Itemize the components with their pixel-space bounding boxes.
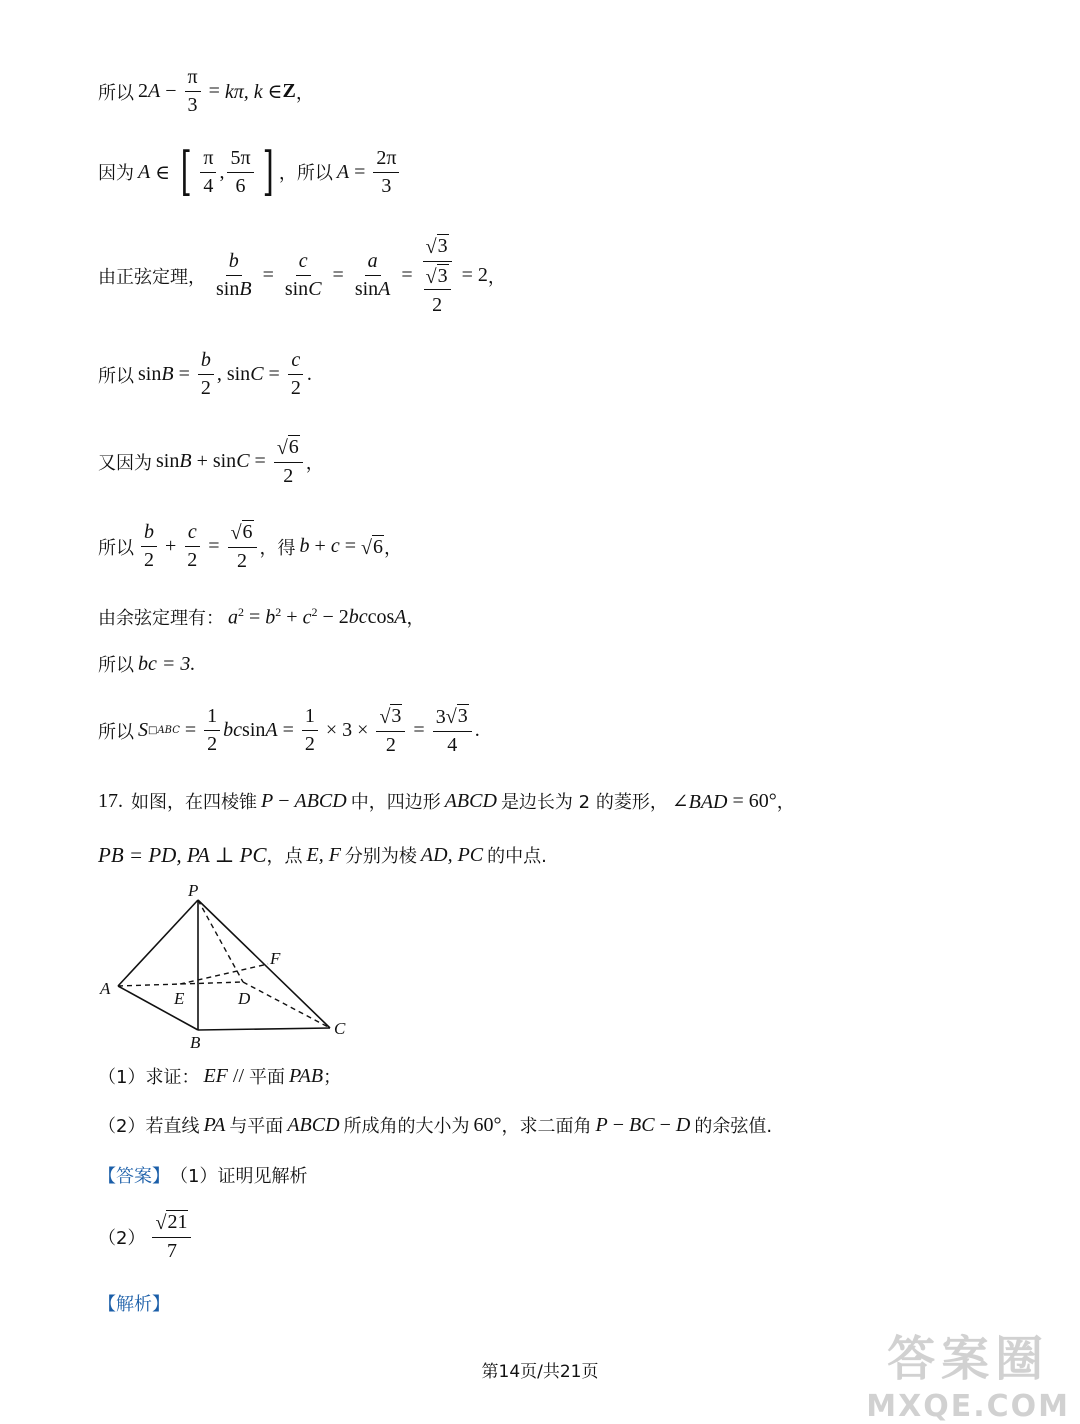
edge-BC: [198, 1028, 330, 1030]
label-D: D: [238, 989, 251, 1008]
solution-line-3: 由正弦定理， $\frac{b}{\sin B}$ = $\frac{c}{\sin C}$ = $\frac{a}{\sin A}$ = √ 3 √ 3 2 = 2 ，: [98, 235, 506, 316]
label-P: P: [188, 881, 199, 900]
analysis-tag: 【解析】: [98, 1294, 170, 1315]
solution-line-1: 所以 2A − $\frac{\pi}{3}$ = kπ, k ∈ Z ，: [98, 66, 314, 116]
answer-tag: 【答案】: [98, 1166, 170, 1187]
solution-line-7: 由余弦定理有： $a^2$ = $b^2$ + $c^2$ − 2bccosA ，: [98, 604, 425, 629]
solution-line-4: 所以 sinB = $\frac{b}{2}$ , sinC = $\frac{c}{2}$ .: [98, 349, 312, 399]
label-E: E: [174, 989, 185, 1008]
solution-line-8: 所以 bc = 3.: [98, 652, 196, 676]
label-F: F: [270, 949, 281, 968]
page-number: 第14页/共21页: [481, 1362, 599, 1382]
pyramid-figure: [98, 880, 358, 1052]
edge-AB: [118, 986, 198, 1030]
edge-DC: [243, 982, 330, 1028]
solution-line-6: 所以 $\frac{b}{2}$ + $\frac{c}{2}$ = √ 6 2 ，得 b + c = √ 6 ，: [98, 521, 402, 572]
problem-17-line-2: PB = PD, PA ⊥ PC ，点 E, F 分别为棱 AD, PC 的中点.: [98, 842, 547, 867]
edge-PD: [198, 900, 243, 982]
analysis-line: [98, 1290, 170, 1316]
answer-line-1: 【答案】 （1）证明见解析: [98, 1162, 311, 1188]
label-A: A: [100, 979, 111, 998]
question-2: （2）若直线 PA 与平面 ABCD 所成角的大小为 60° ，求二面角 P − BC − D 的余弦值.: [98, 1113, 773, 1137]
question-1: （1）求证： EF // 平面 PAB ；: [98, 1064, 342, 1088]
solution-line-2: 因为 A ∈ [ $\frac{\pi}{4}$ , $\frac{5\pi}{6}$ ] ，所以 A = $\frac{2\pi}{3}$: [98, 146, 402, 198]
edge-PA: [118, 900, 198, 986]
solution-line-5: 又因为 sinB + sinC = √ 6 2 ，: [98, 436, 324, 487]
answer-line-2: （2） √ 21 7: [98, 1210, 194, 1263]
watermark-logo: 答案圈 MXQE.COM: [866, 1331, 1070, 1424]
label-B: B: [190, 1033, 201, 1052]
segment-EF: [180, 964, 268, 984]
label-C: C: [334, 1019, 346, 1038]
problem-17-line-1: 17. 如图，在四棱锥 P − ABCD 中，四边形 ABCD 是边长为 2 的菱形， ∠BAD = 60° ，: [98, 789, 795, 813]
edge-PC: [198, 900, 330, 1028]
solution-line-9: 所以 S □ABC = $\frac{1}{2}$ bcsinA = $\frac{1}{2}$ × 3 × √ 3 2 = 3 √ 3 4 .: [98, 705, 480, 756]
